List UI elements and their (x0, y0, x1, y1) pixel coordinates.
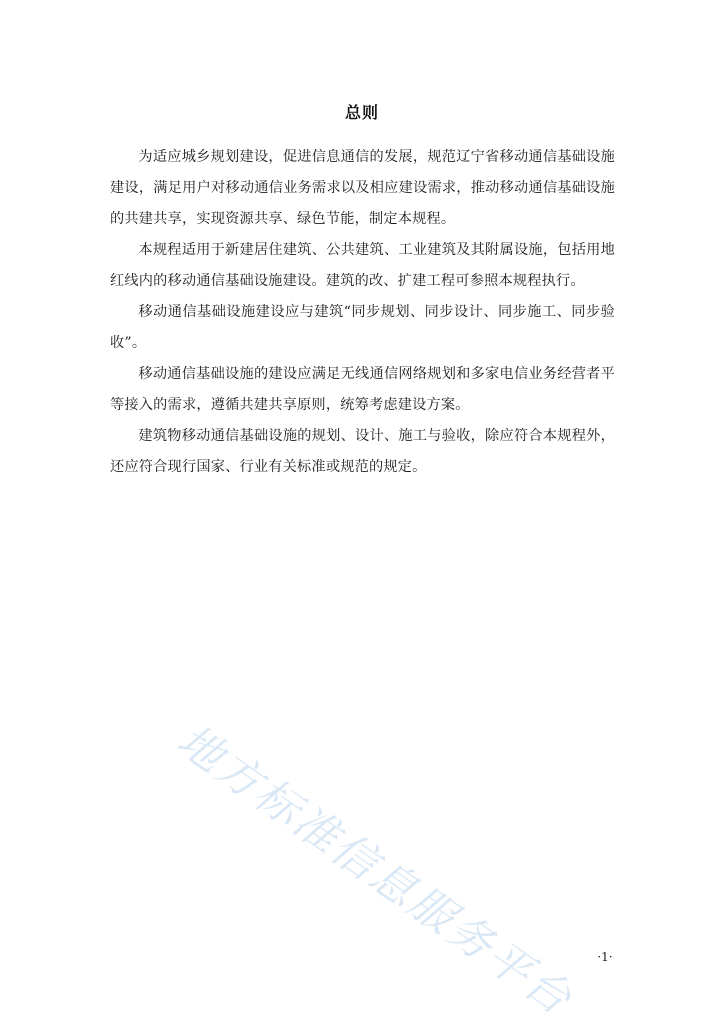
page-number: ·1· (597, 950, 613, 964)
paragraph-synchronous: 移动通信基础设施建设应与建筑“同步规划、同步设计、同步施工、同步验收”。 (110, 304, 615, 351)
body-text (110, 142, 615, 483)
paragraph-network-access: 移动通信基础设施的建设应满足无线通信网络规划和多家电信业务经营者平等接入的需求，遵循共建共享原则，统筹考虑建设方案。 (110, 366, 615, 413)
paragraph-purpose: 为适应城乡规划建设，促进信息通信的发展，规范辽宁省移动通信基础设施建设，满足用户对移动通信业务需求以及相应建设需求，推动移动通信基础设施的共建共享，实现资源共享、绿色节能，制定本规程。 (110, 149, 615, 227)
watermark: 地方标准信息服务平台 (167, 714, 583, 1027)
paragraph-standards: 建筑物移动通信基础设施的规划、设计、施工与验收，除应符合本规程外，还应符合现行国家、行业有关标准或规范的规定。 (110, 428, 615, 475)
page-title: 总则 (344, 103, 379, 122)
paragraph-scope: 本规程适用于新建居住建筑、公共建筑、工业建筑及其附属设施，包括用地红线内的移动通信基础设施建设。建筑的改、扩建工程可参照本规程执行。 (110, 242, 615, 289)
